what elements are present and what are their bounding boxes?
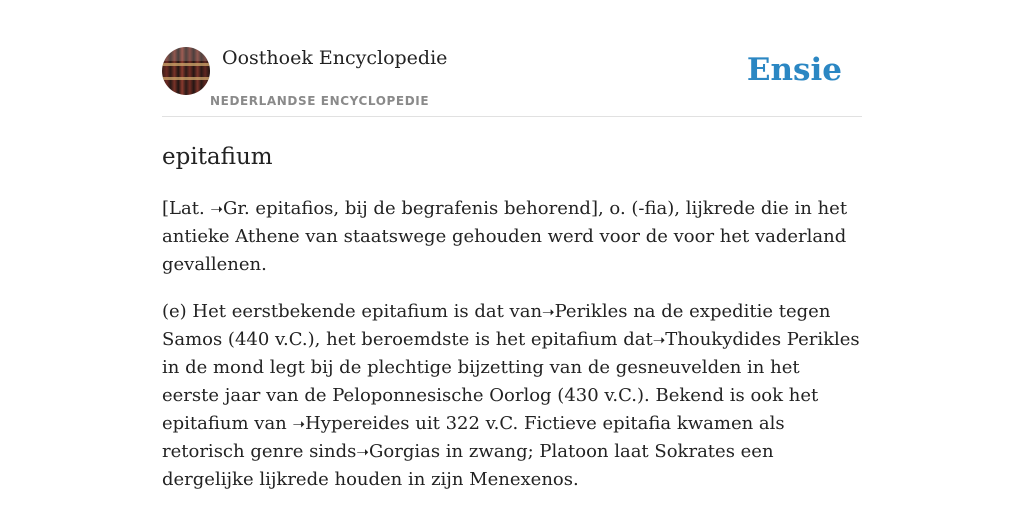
text-segment: na de expeditie tegen Samos (440 v.C.), het beroemdste is het epitafium dat [162, 301, 831, 350]
text-segment: uit 322 v.C. Fictieve epitafia kwamen als retorisch genre sinds [162, 413, 785, 462]
text-segment: epitafios, bij de begrafenis behorend], o. (-fia), lijkrede die in het antieke Athene van staatswege gehouden werd voor de voor het vaderland gevallenen. [162, 198, 848, 275]
page-container [162, 0, 862, 494]
encyclopedia-books-icon[interactable] [162, 47, 210, 95]
crossref-link-gorgias[interactable]: Gorgias [369, 441, 441, 462]
definition-paragraph [162, 195, 862, 279]
ensie-logo-link[interactable]: Ensie [746, 52, 842, 88]
text-segment: Perikles in de mond legt bij de plechtige bijzetting van de gesneuvelden in het eerste jaar van de Peloponnesische Oorlog (430 v.C.). Bekend is ook het epitafium van [162, 329, 860, 434]
crossref-link-perikles[interactable]: Perikles [554, 301, 628, 322]
text-segment: in zwang; Platoon laat Sokrates een dergelijke lijkrede houden in zijn Menexenos. [162, 441, 774, 490]
site-header [162, 0, 862, 117]
text-segment: [Lat. [162, 198, 211, 219]
arrow-icon: ➝ [542, 303, 555, 321]
arrow-icon: ➝ [356, 443, 369, 461]
arrow-icon: ➝ [210, 200, 223, 218]
site-subtitle: NEDERLANDSE ENCYCLOPEDIE [210, 94, 430, 108]
site-title[interactable]: Oosthoek Encyclopedie [222, 47, 448, 69]
explanation-paragraph [162, 298, 862, 494]
crossref-link-gr[interactable]: Gr. [222, 198, 250, 219]
page-title: epitafium [162, 144, 273, 170]
text-segment: (e) Het eerstbekende epitafium is dat van [162, 301, 543, 322]
arrow-icon: ➝ [652, 331, 666, 349]
arrow-icon: ➝ [292, 415, 306, 433]
crossref-link-hypereides[interactable]: Hypereides [305, 413, 410, 434]
crossref-link-thoukydides[interactable]: Thoukydides [665, 329, 782, 350]
